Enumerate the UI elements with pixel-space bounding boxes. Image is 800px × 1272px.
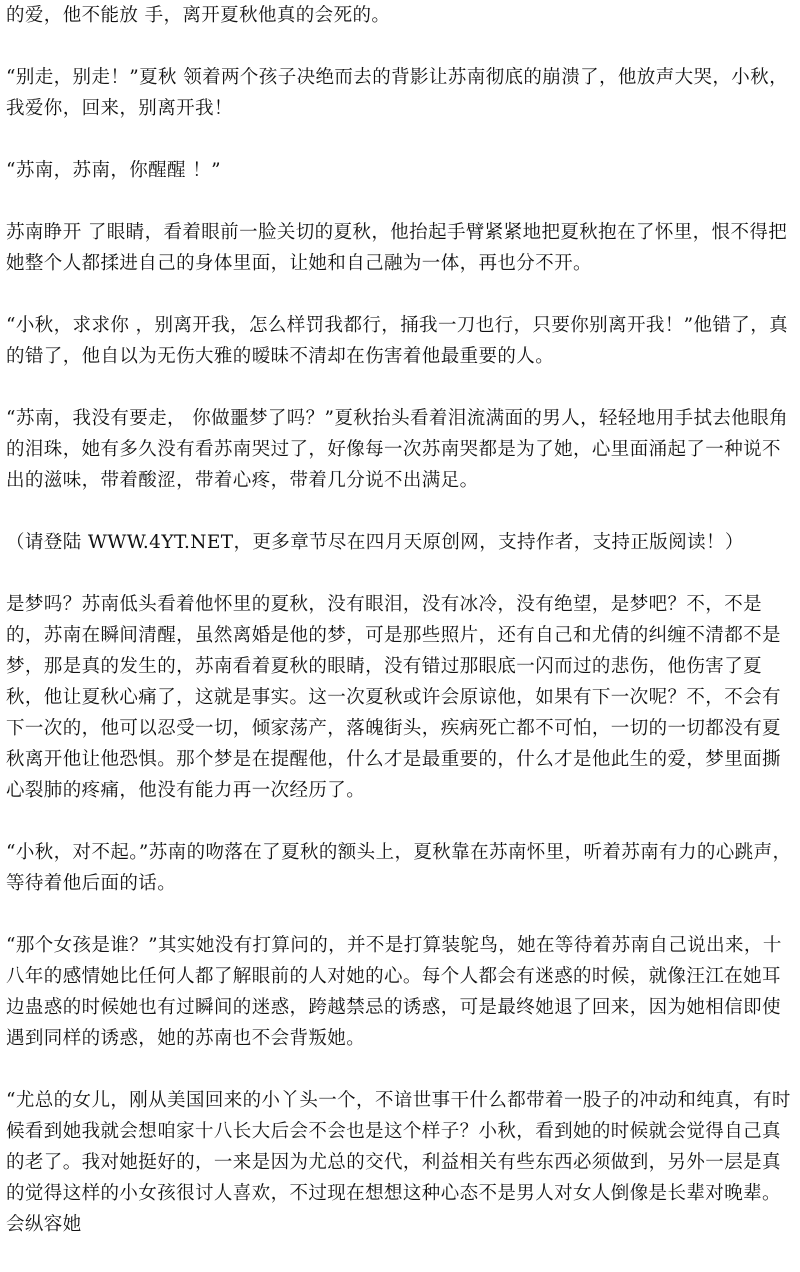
- paragraph-gap: [6, 372, 796, 403]
- paragraph-2: “别走，别走！”夏秋 领着两个孩子决绝而去的背影让苏南彻底的崩溃了，他放声大哭，小秋，我爱你，回来，别离开我！: [6, 67, 788, 119]
- paragraph-8: 是梦吗？苏南低头看着他怀里的夏秋，没有眼泪，没有冰冷，没有绝望，是梦吧？不，不是的，苏南在瞬间清醒，虽然离婚是他的梦，可是那些照片，还有自己和尤倩的纠缠不清都不是梦，那是真的发生的，苏南看着夏秋的眼睛，没有错过那眼底一闪而过的悲伤，他伤害了夏秋，他让夏秋心痛了，这就是事实。这一次夏秋或许会原谅他，如果有下一次呢？不，不会有下一次的，他可以忍受一切，倾家荡产，落魄街头，疾病死亡都不可怕，一切的一切都没有夏秋离开他让他恐惧。那个梦是在提醒他，什么才是最重要的，什么才是他此生的爱，梦里面撕心裂肺的疼痛，他没有能力再一次经历了。: [6, 594, 781, 801]
- paragraph-4: 苏南睁开 了眼睛，看着眼前一脸关切的夏秋，他抬起手臂紧紧地把夏秋抱在了怀里，恨不得把她整个人都揉进自己的身体里面，让她和自己融为一体，再也分不开。: [6, 222, 788, 274]
- paragraph-gap: [6, 186, 796, 217]
- site-notice: （请登陆 WWW.4YT.NET，更多章节尽在四月天原创网，支持作者，支持正版阅读！）: [6, 532, 744, 553]
- paragraph-gap: [6, 31, 796, 62]
- paragraph-gap: [6, 899, 796, 930]
- paragraph-3: “苏南，苏南，你醒醒 ！”: [6, 160, 221, 181]
- paragraph-10: “那个女孩是谁？”其实她没有打算问的，并不是打算装鸵鸟，她在等待着苏南自己说出来，十八年的感情她比任何人都了解眼前的人对她的心。每个人都会有迷惑的时候，就像汪江在她耳边蛊惑的时候她也有过瞬间的迷惑，跨越禁忌的诱惑，可是最终她退了回来，因为她相信即使遇到同样的诱惑，她的苏南也不会背叛她。: [6, 935, 782, 1049]
- paragraph-1: 的爱，他不能放 手，离开夏秋他真的会死的。: [6, 5, 391, 26]
- paragraph-6: “苏南，我没有要走， 你做噩梦了吗？”夏秋抬头看着泪流满面的男人，轻轻地用手拭去他眼角的泪珠，她有多久没有看苏南哭过了，好像每一次苏南哭都是为了她，心里面涌起了一种说不出的滋味，带着酸涩，带着心疼，带着几分说不出满足。: [6, 408, 788, 491]
- paragraph-gap: [6, 558, 796, 589]
- paragraph-gap: [6, 279, 796, 310]
- paragraph-5: “小秋，求求你 ，别离开我，怎么样罚我都行，捅我一刀也行，只要你别离开我！”他错了，真的错了，他自以为无伤大雅的暧昧不清却在伤害着他最重要的人。: [6, 315, 788, 367]
- paragraph-gap: [6, 806, 796, 837]
- paragraph-gap: [6, 496, 796, 527]
- paragraph-9: “小秋，对不起。”苏南的吻落在了夏秋的额头上，夏秋靠在苏南怀里，听着苏南有力的心跳声，等待着他后面的话。: [6, 842, 792, 894]
- paragraph-gap: [6, 124, 796, 155]
- paragraph-11: “尤总的女儿，刚从美国回来的小丫头一个，不谙世事干什么都带着一股子的冲动和纯真，有时候看到她我就会想咱家十八长大后会不会也是这个样子？小秋，看到她的时候就会觉得自己真的老了。我对她挺好的，一来是因为尤总的交代，利益相关有些东西必须做到，另外一层是真的觉得这样的小女孩很讨人喜欢，不过现在想想这种心态不是男人对女人倒像是长辈对晚辈。会纵容她: [6, 1090, 791, 1235]
- paragraph-gap: [6, 1054, 796, 1085]
